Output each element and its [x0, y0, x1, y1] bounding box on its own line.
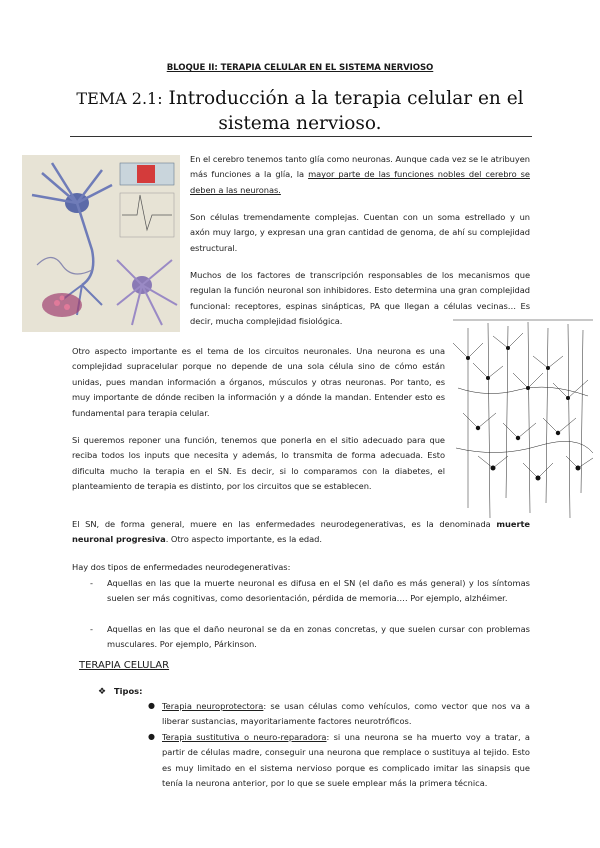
therapy-type-2-term: Terapia sustitutiva o neuro-reparadora [162, 732, 327, 742]
paragraph-1 [190, 152, 530, 198]
paragraph-6-bold: muerte neuronal progresiva [72, 519, 530, 545]
tipos-label: Tipos: [114, 686, 143, 696]
disease-type-2: Aquellas en las que el daño neuronal se da en zonas concretas, y que suelen cursar con problemas musculares. Por ejemplo, Párkinson. [107, 624, 530, 650]
paragraph-1-underlined: mayor parte de las funciones nobles del cerebro se deben a las neuronas. [190, 169, 530, 195]
therapy-type-1 [162, 699, 530, 730]
diamond-bullet-icon: ❖ [98, 687, 107, 697]
paragraph-6-tail: . Otro aspecto importante, es la edad. [165, 534, 322, 545]
title-divider [70, 136, 532, 137]
paragraph-1-text: En el cerebro tenemos tanto glía como neuronas. Aunque cada vez se le atribuyen más funciones a la glía, la [190, 154, 530, 180]
bullet-icon: ● [148, 701, 155, 710]
cortex-neurons-drawing [448, 318, 598, 523]
paragraph-6-text: El SN, de forma general, muere en las enfermedades neurodegenerativas, es la denominada [72, 519, 497, 529]
therapy-type-1-text: : se usan células como vehículos, como vector que nos va a liberar sustancias, mayoritariamente factores neurotróficos. [162, 701, 530, 727]
dash-marker-1: - [90, 578, 93, 588]
block-heading: BLOQUE II: TERAPIA CELULAR EN EL SISTEMA NERVIOSO [166, 63, 434, 73]
paragraph-2: Son células tremendamente complejas. Cuentan con un soma estrellado y un axón muy largo, y expresan una gran cantidad de genoma, de ahí su complejidad estructural. [190, 212, 530, 253]
therapy-type-1-term: Terapia neuroprotectora [162, 701, 264, 711]
paragraph-5: Si queremos reponer una función, tenemos que ponerla en el sitio adecuado para que reciba todos los inputs que necesita y además, lo transmita de forma adecuada. Esto dificulta mucho la terapia en el SN. Es decir, si lo comparamos con la diabetes, el planteamiento de terapia es distinto, por los circuitos que se establecen. [72, 435, 445, 492]
page-title [70, 86, 530, 136]
paragraph-3: Muchos de los factores de transcripción responsables de los mecanismos que regulan la función neuronal son inhibidores. Esto determina una gran complejidad funcional: receptores, espinas sinápticas, PA que llegan a células vecinas… Es decir, mucha complejidad fisiológica. [190, 270, 530, 327]
therapy-type-2 [162, 730, 530, 792]
therapy-type-2-text: : si una neurona se ha muerto voy a tratar, a partir de células madre, conseguir una neurona que remplace o sustituya al tejido. Esto es muy limitado en el sistema nervioso porque es complicado imitar las sinapsis que tenía la neurona anterior, por lo que se suele emplear más la primera técnica. [162, 732, 530, 789]
tema-label: TEMA 2.1: [76, 89, 163, 108]
disease-type-1: Aquellas en las que la muerte neuronal es difusa en el SN (el daño es más general) y los síntomas suelen ser más cognitivas, como desorientación, pérdida de memoria…. Por ejemplo, alzhéimer. [107, 578, 530, 604]
dash-marker-2: - [90, 624, 93, 634]
title-line-2: sistema nervioso. [218, 113, 382, 134]
title-line-1: Introducción a la terapia celular en el [168, 88, 524, 109]
paragraph-4: Otro aspecto importante es el tema de los circuitos neuronales. Una neurona es una complejidad supracelular porque no depende de una sola célula sino de cómo están unidas, pues mandan información a órganos, músculos y otras neuronas. Por tanto, es muy importante de dónde reciben la información y a dónde la mandan. Entender esto es fundamental para terapia celular. [72, 346, 445, 418]
neuron-illustration [22, 155, 180, 332]
paragraph-6 [72, 517, 530, 548]
paragraph-7: Hay dos tipos de enfermedades neurodegenerativas: [72, 562, 291, 572]
bullet-icon: ● [148, 732, 155, 741]
section-title: TERAPIA CELULAR [79, 660, 170, 671]
